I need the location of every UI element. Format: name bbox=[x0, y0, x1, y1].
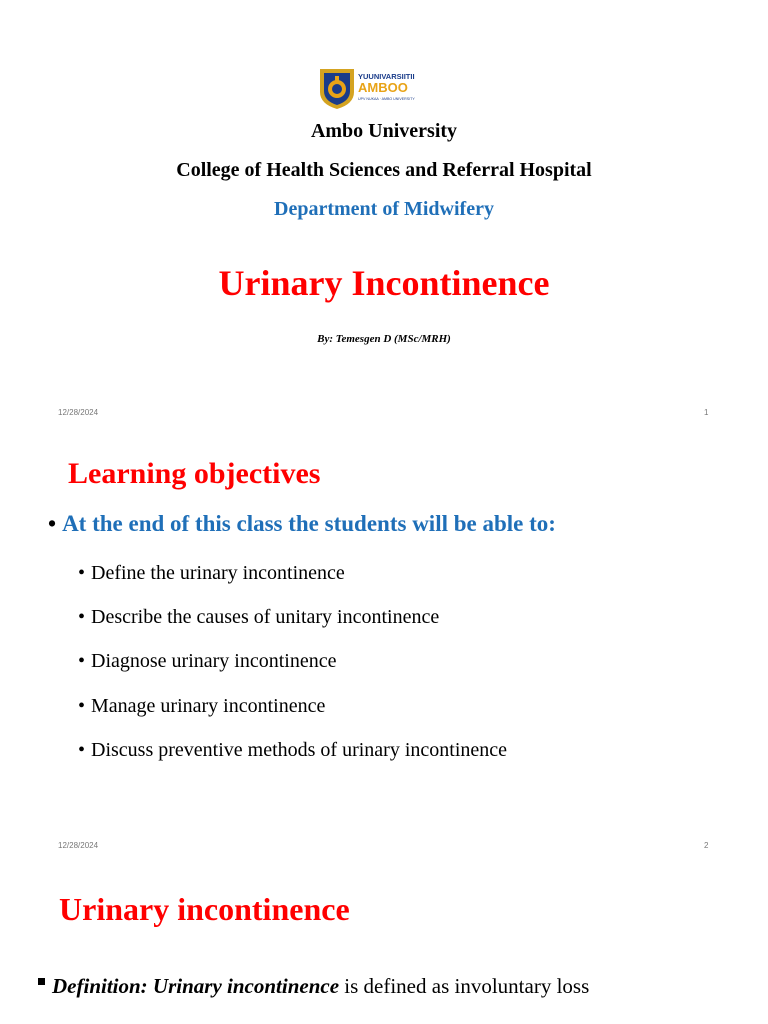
logo-line2: AMBOO bbox=[358, 80, 408, 95]
bullet-icon: • bbox=[78, 650, 86, 673]
list-item bbox=[78, 737, 507, 781]
author-line: By: Temesgen D (MSc/MRH) bbox=[317, 333, 451, 345]
list-item bbox=[78, 648, 507, 692]
definition-label: Definition: bbox=[52, 974, 148, 998]
bullet-icon: • bbox=[78, 562, 86, 584]
bullet-icon: • bbox=[78, 738, 86, 761]
slide-1-page-number: 1 bbox=[704, 408, 709, 417]
objective-text: Manage urinary incontinence bbox=[91, 694, 326, 717]
list-item bbox=[78, 604, 507, 648]
definition-text: is defined as involuntary loss bbox=[344, 974, 590, 998]
logo-line1: YUUNIVARSIITII bbox=[358, 72, 415, 81]
objectives-lead bbox=[48, 511, 556, 537]
bullet-icon: • bbox=[78, 694, 86, 717]
university-logo bbox=[318, 66, 438, 110]
definition-paragraph bbox=[38, 974, 589, 999]
bullet-icon: • bbox=[78, 606, 86, 629]
objective-text: Diagnose urinary incontinence bbox=[91, 650, 337, 673]
objectives-lead-text: At the end of this class the students will be able to: bbox=[62, 511, 556, 536]
bullet-icon: • bbox=[48, 511, 57, 536]
objective-text: Define the urinary incontinence bbox=[91, 562, 345, 584]
slide-2-page-number: 2 bbox=[704, 841, 709, 850]
slide-2-date: 12/28/2024 bbox=[58, 841, 99, 850]
section-title: Urinary incontinence bbox=[59, 891, 350, 927]
definition-term: Urinary incontinence bbox=[152, 974, 340, 998]
presentation-title: Urinary Incontinence bbox=[218, 263, 550, 303]
objectives-title: Learning objectives bbox=[68, 457, 321, 490]
square-bullet-icon bbox=[38, 978, 45, 985]
university-name: Ambo University bbox=[310, 120, 458, 142]
objectives-list bbox=[78, 560, 507, 781]
logo-line3: UPV NUKAA · AMBO UNIVERSITY bbox=[358, 97, 415, 101]
college-name: College of Health Sciences and Referral Hospital bbox=[176, 159, 592, 181]
list-item bbox=[78, 560, 507, 604]
list-item bbox=[78, 693, 507, 737]
objective-text: Describe the causes of unitary incontinence bbox=[91, 606, 440, 629]
department-name: Department of Midwifery bbox=[274, 198, 494, 220]
slide-1-date: 12/28/2024 bbox=[58, 408, 99, 417]
objective-text: Discuss preventive methods of urinary incontinence bbox=[91, 738, 508, 761]
